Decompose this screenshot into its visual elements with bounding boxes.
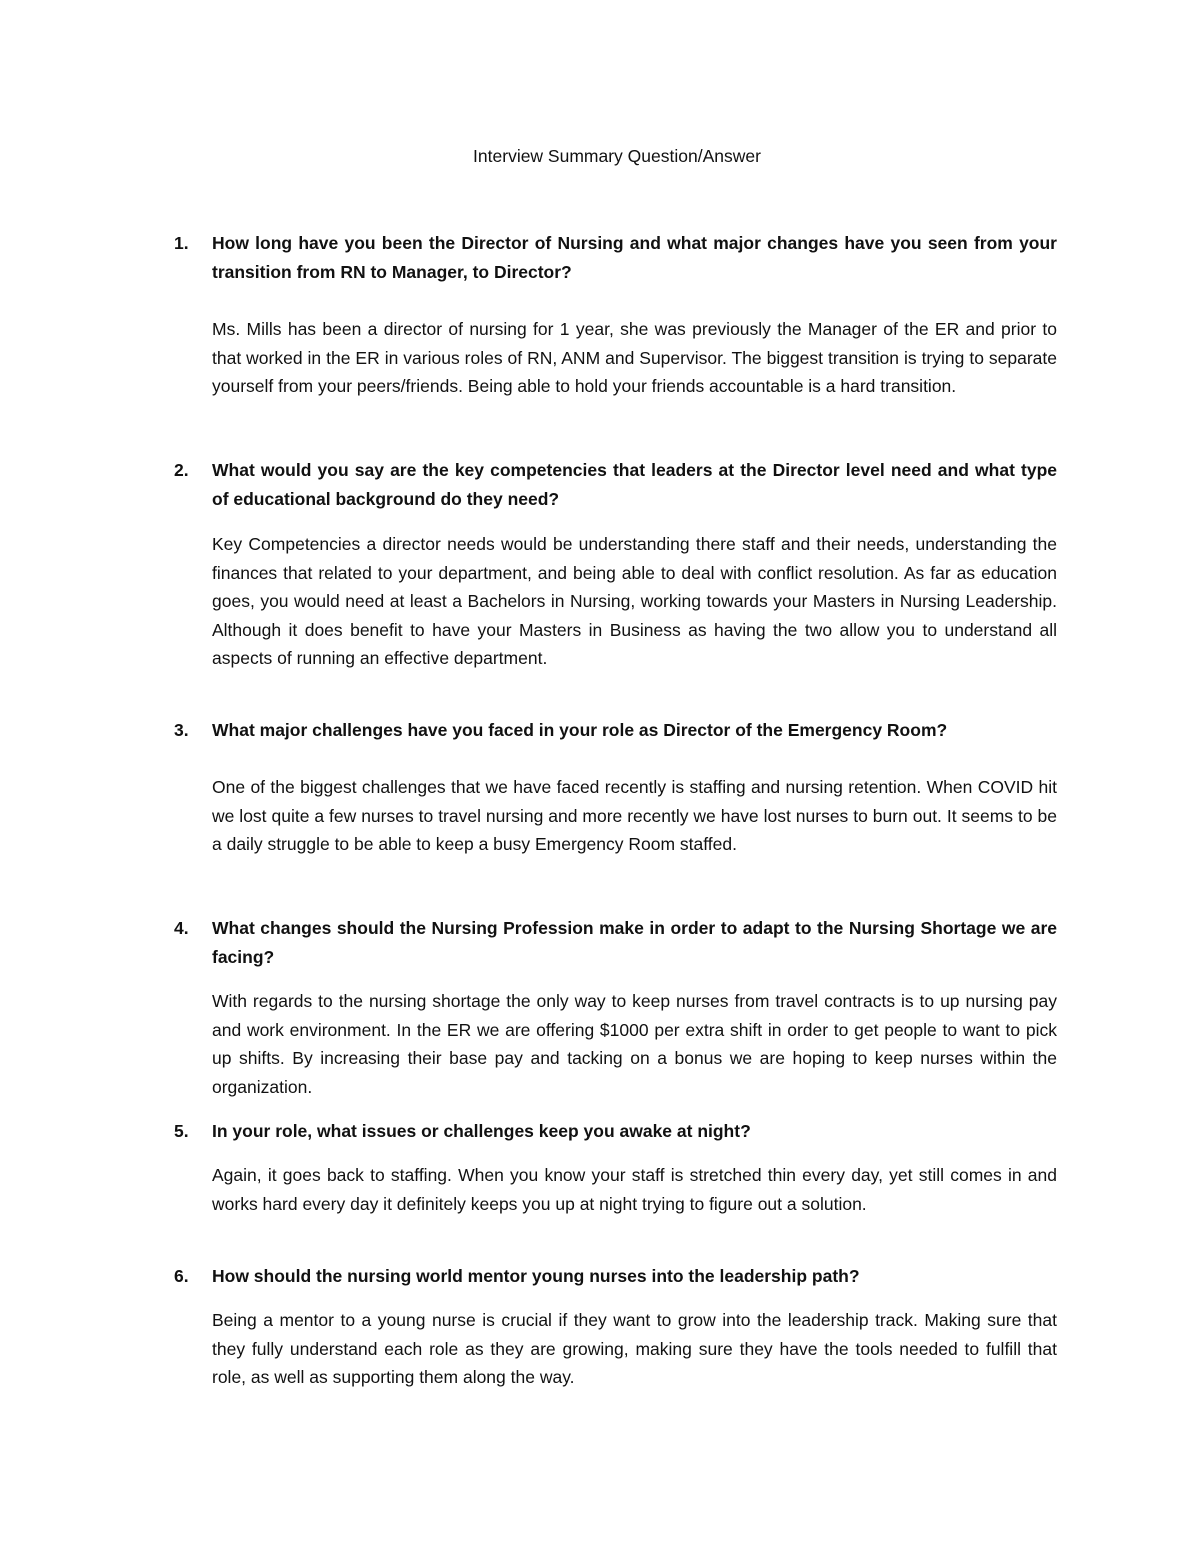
question-text: What would you say are the key competencies that leaders at the Director level need and what type of educational background do they need?: [212, 460, 1057, 509]
question-number: 5.: [174, 1121, 189, 1141]
question-text: How should the nursing world mentor young nurses into the leadership path?: [212, 1266, 860, 1286]
answer-text: One of the biggest challenges that we have faced recently is staffing and nursing retention. When COVID hit we lost quite a few nurses to travel nursing and more recently we have lost nurses to burn out. It seems to be a daily struggle to be able to keep a busy Emergency Room staffed.: [212, 777, 1057, 854]
question-number: 3.: [174, 720, 189, 740]
question-text: How long have you been the Director of Nursing and what major changes have you seen from your transition from RN to Manager, to Director?: [212, 233, 1057, 282]
question-text: In your role, what issues or challenges keep you awake at night?: [212, 1121, 751, 1141]
answer-text: Being a mentor to a young nurse is crucial if they want to grow into the leadership track. Making sure that they fully understand each role as they are growing, making sure they have the tools needed to fulfill that role, as well as supporting them along the way.: [212, 1310, 1057, 1387]
question-text: What major challenges have you faced in your role as Director of the Emergency Room?: [212, 720, 948, 740]
question-number: 2.: [174, 460, 189, 480]
question-text: What changes should the Nursing Profession make in order to adapt to the Nursing Shortage we are facing?: [212, 918, 1057, 967]
answer-text: Ms. Mills has been a director of nursing for 1 year, she was previously the Manager of the ER and prior to that worked in the ER in various roles of RN, ANM and Supervisor. The biggest transition is trying to separate yourself from your peers/friends. Being able to hold your friends accountable is a hard transition.: [212, 319, 1057, 396]
answer-text: With regards to the nursing shortage the only way to keep nurses from travel contracts is to up nursing pay and work environment. In the ER we are offering $1000 per extra shift in order to get people to want to pick up shifts. By increasing their base pay and tacking on a bonus we are hoping to keep nurses within the organization.: [212, 991, 1057, 1097]
question-number: 4.: [174, 918, 189, 938]
answer-text: Again, it goes back to staffing. When you know your staff is stretched thin every day, yet still comes in and works hard every day it definitely keeps you up at night trying to figure out a solution.: [212, 1165, 1057, 1214]
document-title: Interview Summary Question/Answer: [473, 146, 761, 166]
question-number: 1.: [174, 233, 189, 253]
answer-text: Key Competencies a director needs would be understanding there staff and their needs, understanding the finances that related to your department, and being able to deal with conflict resolution. As far as education goes, you would need at least a Bachelors in Nursing, working towards your Masters in Nursing Leadership. Although it does benefit to have your Masters in Business as having the two allow you to understand all aspects of running an effective department.: [212, 534, 1057, 668]
question-number: 6.: [174, 1266, 189, 1286]
